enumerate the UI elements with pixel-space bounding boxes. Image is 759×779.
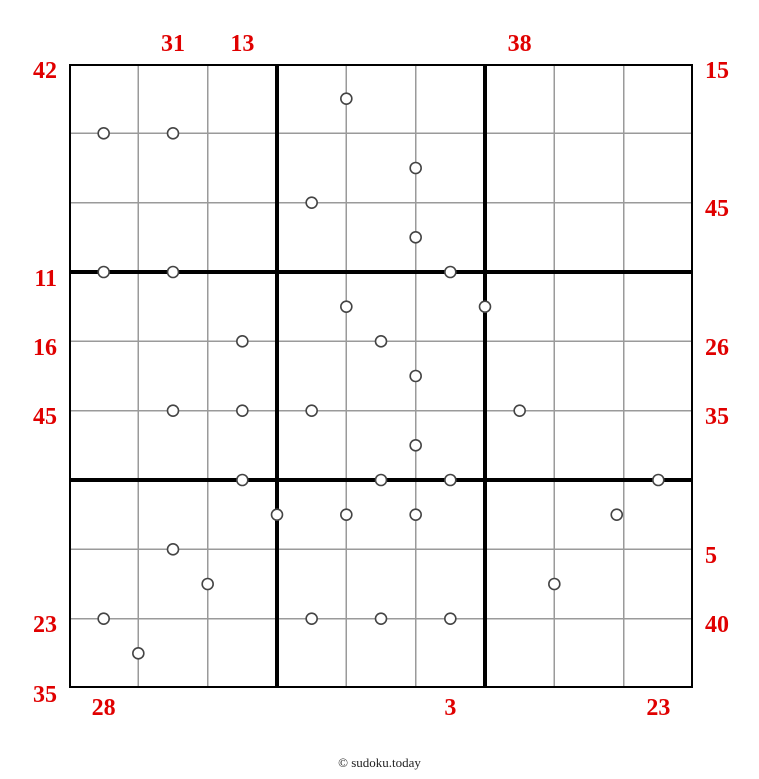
clue-left: 42 [33,57,57,84]
sudoku-grid-svg[interactable] [69,64,693,688]
dot-marker[interactable] [410,163,421,174]
dot-marker[interactable] [306,197,317,208]
dot-marker[interactable] [202,579,213,590]
clue-right: 26 [705,335,729,361]
dot-marker[interactable] [237,405,248,416]
clue-left: 35 [33,681,57,708]
dot-marker[interactable] [653,475,664,486]
dot-marker[interactable] [133,648,144,659]
dot-marker[interactable] [410,509,421,520]
clue-bottom: 28 [91,695,116,721]
dot-marker[interactable] [445,475,456,486]
clue-left: 45 [33,404,57,431]
sudoku-grid[interactable] [69,64,693,688]
dot-marker[interactable] [445,613,456,624]
dot-marker[interactable] [410,371,421,382]
clue-bottom: 3 [444,695,457,721]
dot-marker[interactable] [341,509,352,520]
dot-marker[interactable] [272,509,283,520]
clue-top: 38 [507,31,532,57]
dot-marker[interactable] [341,301,352,312]
dot-marker[interactable] [410,232,421,243]
dot-marker[interactable] [98,613,109,624]
dot-marker[interactable] [98,267,109,278]
dot-marker[interactable] [480,301,491,312]
dot-marker[interactable] [514,405,525,416]
dot-marker[interactable] [168,405,179,416]
dot-marker[interactable] [376,336,387,347]
grid-thick-lines [69,64,693,688]
footer-credit: © sudoku.today [338,755,421,770]
dot-marker[interactable] [168,128,179,139]
clue-right: 15 [705,57,729,84]
dot-markers[interactable] [98,93,664,659]
dot-marker[interactable] [306,613,317,624]
dot-marker[interactable] [168,544,179,555]
clue-top: 31 [161,31,185,57]
dot-marker[interactable] [445,267,456,278]
dot-marker[interactable] [237,475,248,486]
grid-thin-lines [69,64,693,688]
dot-marker[interactable] [549,579,560,590]
clue-top: 13 [230,31,255,57]
clue-right: 45 [705,196,729,223]
dot-marker[interactable] [341,93,352,104]
dot-marker[interactable] [98,128,109,139]
dot-marker[interactable] [410,440,421,451]
clue-left: 23 [33,612,57,639]
dot-marker[interactable] [376,475,387,486]
clue-left: 11 [34,265,57,292]
clue-left: 16 [33,335,57,361]
dot-marker[interactable] [611,509,622,520]
dot-marker[interactable] [168,267,179,278]
dot-marker[interactable] [376,613,387,624]
clue-right: 40 [705,612,729,639]
dot-marker[interactable] [237,336,248,347]
dot-marker[interactable] [306,405,317,416]
clue-right: 35 [705,404,729,431]
clue-right: 5 [705,543,717,569]
clue-bottom: 23 [646,695,671,721]
